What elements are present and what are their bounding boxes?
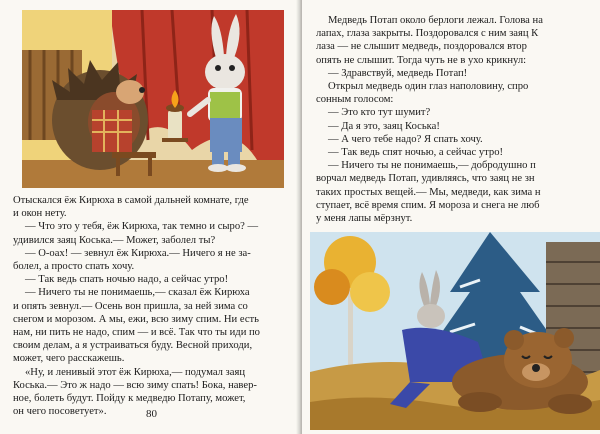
text-line: — Да я это, заяц Коська! xyxy=(328,120,440,132)
text-line: он чего посоветует». xyxy=(13,406,107,418)
text-line: болел, а просто спать хочу. xyxy=(13,261,135,273)
text-line: — Здравствуй, медведь Потап! xyxy=(328,67,468,79)
text-line: «Ну, и ленивый этот ёж Кирюха,— подумал заяц xyxy=(25,366,245,378)
right-page xyxy=(302,0,600,434)
text-line: и окон нету. xyxy=(13,208,67,220)
text-line: Открыл медведь один глаз наполовину, спро xyxy=(328,81,529,93)
right-page-text xyxy=(316,14,600,225)
text-line: таких простых вещей.— Мы, медведи, как зима н xyxy=(316,186,541,198)
text-line: — Это кто тут шумит? xyxy=(328,107,431,119)
text-line: лаза — не слышит медведь, поздоровался втор xyxy=(316,41,527,53)
text-line: у меня лапы мёрзнут. xyxy=(316,213,413,225)
text-line: и опять зевнул.— Осень вон пришла, за ней зима со xyxy=(13,300,248,312)
text-line: опять не слышит. Тогда чуть не в ухо крикнул: xyxy=(316,54,527,66)
text-line: удивился заяц Коська.— Может, заболел ты? xyxy=(13,234,216,246)
text-line: Медведь Потап около берлоги лежал. Голова на xyxy=(328,15,543,26)
text-line: — Так ведь спать ночью надо, а сейчас утро! xyxy=(25,274,229,286)
text-line: — А чего тебе надо? Я спать хочу. xyxy=(328,133,483,145)
left-page-text xyxy=(13,194,295,418)
text-line: своим делам, а я устраиваться буду. Весной приходи, xyxy=(13,340,253,352)
bear-and-hare-illustration xyxy=(310,232,600,430)
text-line: Отыскался ёж Кирюха в самой дальней комнате, где xyxy=(13,195,249,206)
text-line: лапах, глаза закрыты. Поздоровался с ним заяц К xyxy=(316,28,539,40)
text-line: сонным голосом: xyxy=(316,94,394,106)
text-line: — Так ведь спят ночью, а сейчас утро! xyxy=(328,147,504,159)
text-line: ное, болеть будут. Пойду к медведю Потапу, может, xyxy=(13,393,246,405)
text-line: — Ничего ты не понимаешь,— сказал ёж Кирюха xyxy=(25,287,250,299)
text-line: может, чего расскажешь. xyxy=(13,353,125,365)
hedgehog-and-hare-illustration xyxy=(22,10,284,188)
text-line: ворчал медведь Потап, удивляясь, что заяц не зн xyxy=(316,173,535,185)
text-line: ступает, всё время спим. Я мороза и снега не люб xyxy=(316,199,540,211)
text-line: — О-оах! — зевнул ёж Кирюха.— Ничего я не за- xyxy=(25,247,251,259)
text-line: — Что это у тебя, ёж Кирюха, так темно и сыро? — xyxy=(25,221,259,233)
text-line: снегом и морозом. А мы, ежи, всю зиму спим. Ни есть xyxy=(13,313,259,325)
page-number: 80 xyxy=(146,408,157,420)
text-line: нам, ни пить не надо, спим — и всё. Так что ты иди по xyxy=(13,327,260,339)
text-line: Коська.— Это ж надо — всю зиму спать! Бока, навер- xyxy=(13,379,257,391)
text-line: — Ничего ты не понимаешь,— добродушно п xyxy=(328,160,536,172)
